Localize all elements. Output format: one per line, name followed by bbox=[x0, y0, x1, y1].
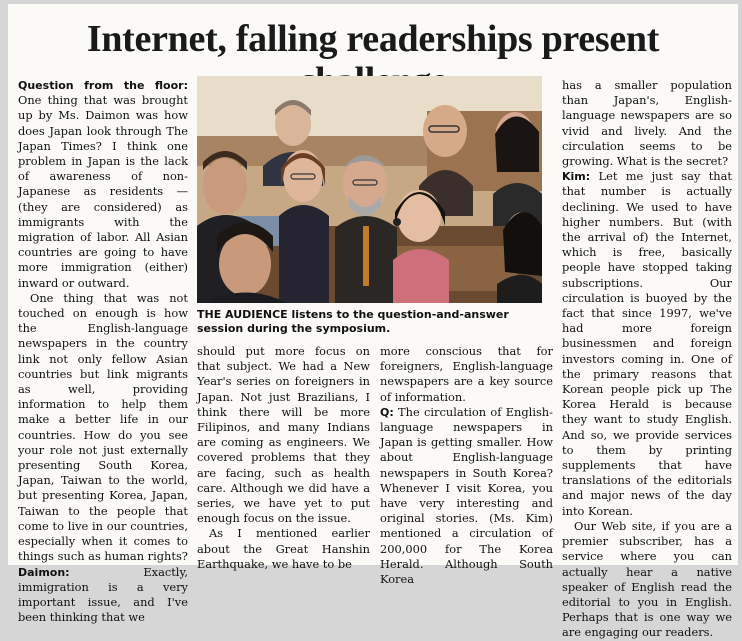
speaker-label: Question from the floor: bbox=[18, 79, 188, 92]
speaker-label: Daimon: bbox=[18, 565, 70, 579]
paragraph: Our Web site, if you are a premier subscriber, has a service where you can actually hear a native speaker of English read the editorial to you in English. Perhaps that is one way we are engaging our readers. bbox=[562, 518, 732, 640]
paragraph: more conscious that for foreigners, English-language newspapers are a key source of information. bbox=[380, 344, 553, 404]
paragraph: has a smaller population than Japan's, English-language newspapers are so vivid and lively. And the circulation seems to be growing. What is the secret? bbox=[562, 78, 732, 169]
paragraph bbox=[562, 169, 732, 519]
paragraph-text: One thing that was brought up by Ms. Daimon was how does Japan look through The Japan Times? I think one problem in Japan is the lack of awareness of non-Japanese as residents — (they are considered) as immigrants with the migration of labor. All Asian countries are going to have more immigration (either) inward or outward. bbox=[18, 93, 188, 290]
paragraph: should put more focus on that subject. We had a New Year's series on foreigners in Japan. Not just Brazilians, I think there will be more Filipinos, and many Indians are coming as engineers. We covered problems that they are facing, such as health care. Although we did have a series, we have yet to put enough focus on the issue. bbox=[197, 344, 370, 526]
paragraph-text: Exactly, immigration is a very important issue, and I've been thinking that we bbox=[18, 564, 188, 625]
audience-photo bbox=[197, 76, 542, 303]
paragraph bbox=[18, 565, 188, 626]
paragraph-text: Let me just say that that number is actually declining. We used to have higher numbers. But (with the arrival of) the Internet, which is free, basically people have stopped taking subscriptions. Our circulation is buoyed by the fact that since 1997, we've had more foreign businessmen and foreign investors coming in. One of the primary reasons that Korean people pick up The Korea Herald is because they want to study English. And so, we provide services to them by printing supplements that have translations of the editorials and major news of the day into Korean. bbox=[562, 169, 732, 518]
paragraph: One thing that was not touched on enough is how the English-language newspapers in the country link not only fellow Asian countries but link migrants as well, providing information to help them make a better life in our countries. How do you see your role not just externally presenting South Korea, Japan, Taiwan to the world, but presenting Korea, Japan, Taiwan to the people that come to live in our countries, especially when it comes to things such as human rights? bbox=[18, 290, 188, 564]
newspaper-page bbox=[8, 4, 738, 640]
paragraph: As I mentioned earlier about the Great Hanshin Earthquake, we have to be bbox=[197, 526, 370, 571]
photo-caption: THE AUDIENCE listens to the question-and-answer session during the symposium. bbox=[197, 308, 509, 335]
headline: Internet, falling readerships present bbox=[86, 18, 660, 60]
article-column-3 bbox=[380, 344, 553, 587]
article-column-4 bbox=[562, 78, 732, 640]
paragraph-text: The circulation of English-language newspapers in Japan is getting smaller. How about English-language newspapers in South Korea? Whenever I visit Korea, you have very interesting and original stories. (Ms. Kim) mentioned a circulation of 200,000 for The Korea Herald. Although South Korea bbox=[380, 404, 553, 587]
paragraph bbox=[380, 405, 553, 587]
speaker-label: Kim: bbox=[562, 170, 591, 184]
speaker-label: Q: bbox=[380, 405, 394, 419]
article-column-2 bbox=[197, 344, 370, 571]
paragraph bbox=[18, 78, 188, 291]
article-column-1 bbox=[18, 78, 188, 625]
